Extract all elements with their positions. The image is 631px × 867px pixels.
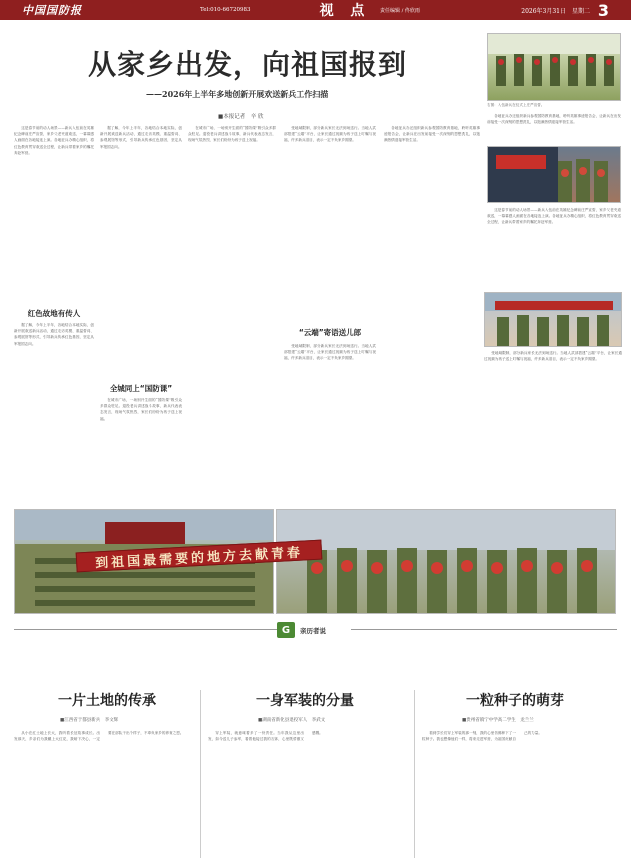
column-text: 这是春节前的动人场景——新兵入伍前在英雄纪念碑前庄严宣誓，家乡父老夹道欢送，一幕幕感人画面在各地接连上演。各地征兵办精心组织，将红色教育贯穿欢送全过程，让新兵带着家乡的嘱托奔赴军营。 bbox=[14, 126, 94, 155]
photo-send-off-ceremony bbox=[484, 292, 622, 347]
bottom-article-title-3: 一粒种子的萌芽 bbox=[466, 693, 564, 709]
bottom-article-title-2: 一身军装的分量 bbox=[256, 693, 354, 709]
bottom-article-byline-1: ■江西省于都县新兵 李文辉 bbox=[60, 718, 119, 723]
column-text: 在城市广场，一场别开生面的“国防课”吸引众多群众驻足。退役老兵讲述战斗故事，新兵代表表态发言，现场气氛热烈，家长们纷纷为孩子送上祝福。 bbox=[188, 126, 276, 143]
column-text: 在城市广场，一场别开生面的“国防课”吸引众多群众驻足。退役老兵讲述战斗故事，新兵代表表态发言，现场气氛热烈，家长们纷纷为孩子送上祝福。 bbox=[100, 398, 182, 421]
bottom-article-body-3 bbox=[422, 730, 618, 858]
column-text: 这是春节前的动人场景——新兵入伍前在英雄纪念碑前庄严宣誓，家乡父老夹道欢送，一幕幕感人画面在各地接连上演。各地征兵办精心组织，将红色教育贯穿欢送全过程，让新兵带着家乡的嘱托奔赴军营。 bbox=[487, 208, 621, 225]
page-headline: 从家乡出发，向祖国报到 bbox=[88, 48, 408, 81]
column-text: 据了解，今年上半年，各地结合本地实际，创新开展欢送新兵活动，通过走访英模、重温誓词、参观展馆等形式，引导新兵传承红色基因，坚定从军报国志向。 bbox=[14, 323, 94, 346]
article-column-5 bbox=[384, 125, 480, 502]
bottom-article-title-1: 一片土地的传承 bbox=[58, 693, 156, 709]
article-column-4b bbox=[284, 343, 376, 503]
photo-new-recruits bbox=[487, 146, 621, 203]
column-text: 据了解，今年上半年，各地结合本地实际，创新开展欢送新兵活动，通过走访英模、重温誓词、参观展馆等形式，引导新兵传承红色基因，坚定从军报国志向。 bbox=[100, 126, 182, 149]
corner-title-text: 亲历者说 bbox=[300, 626, 326, 635]
column-text: 各地征兵办还组织新兵参观国防教育基地，聆听英雄事迹报告会，让新兵在出发前接受一次深刻的思想洗礼，以饱满热情迎接军营生活。 bbox=[384, 126, 480, 143]
subheading-2: 全城同上“国防课” bbox=[109, 384, 173, 393]
masthead-date: 2026年3月31日 星期二 bbox=[521, 7, 590, 15]
subheading-3: “云端”寄语送儿郎 bbox=[298, 328, 362, 337]
article-column-2 bbox=[100, 125, 182, 310]
right-column-text-2 bbox=[487, 207, 621, 289]
red-banner: 到祖国最需要的地方去献青春 bbox=[76, 540, 323, 573]
right-column-text bbox=[487, 113, 621, 143]
column-text: 穿上军装，就意味着多了一份责任。当年我从这里出发，如今送儿子参军，看着他接过我的衣钵，心里既骄傲又感慨。 bbox=[208, 731, 323, 742]
section-name: 视 点 bbox=[319, 3, 371, 19]
subheading-1: 红色故地有传人 bbox=[27, 309, 81, 318]
photo-soldiers-parade bbox=[487, 33, 621, 101]
masthead-editors: 责任编辑 / 佟欣雨 bbox=[380, 7, 420, 14]
right-column-text-3 bbox=[484, 350, 622, 500]
photo-send-off-art bbox=[485, 293, 622, 347]
column-text: 受地域限制，部分新兵家长无法到场送行。当地人武部搭建“云端”平台，让家长通过视频为孩子送上叮嘱与祝福，许多新兵泪目，表示一定不负家乡期望。 bbox=[284, 126, 376, 143]
column-text: 各地征兵办还组织新兵参观国防教育基地，聆听英雄事迹报告会，让新兵在出发前接受一次深刻的思想洗礼，以饱满热情迎接军营生活。 bbox=[487, 114, 621, 125]
masthead bbox=[0, 0, 631, 20]
photo-recruits-lineup bbox=[276, 509, 616, 614]
column-rule bbox=[414, 690, 415, 858]
column-rule bbox=[200, 690, 201, 858]
photo-caption-1: 右图：入伍新兵在仪式上庄严宣誓。 bbox=[487, 103, 545, 107]
masthead-tel: Tel:010-66720983 bbox=[200, 7, 251, 13]
photo-soldiers-parade-art bbox=[488, 34, 621, 101]
newspaper-logo: 中国国防报 bbox=[22, 4, 82, 17]
article-column-3 bbox=[188, 125, 276, 502]
bottom-article-body-1 bbox=[14, 730, 194, 858]
photo-lineup-art bbox=[277, 510, 616, 614]
bottom-article-byline-3: ■贵州省镇宁中学高二学生 龙兰兰 bbox=[462, 718, 534, 723]
page-subheadline: ——2026年上半年多地创新开展欢送新兵工作扫描 bbox=[146, 89, 329, 99]
column-text: 受地域限制，部分新兵家长无法到场送行。当地人武部搭建“云端”平台，让家长通过视频为孩子送上叮嘱与祝福，许多新兵泪目，表示一定不负家乡期望。 bbox=[484, 351, 622, 362]
page-number: 3 bbox=[597, 0, 609, 20]
corner-title bbox=[277, 620, 351, 640]
column-text: 看到学长们穿上军装的那一刻，我的心里仿佛种下了一粒种子。我也想像他们一样，将来走进军营，为祖国贡献自己的力量。 bbox=[422, 731, 542, 742]
article-column-1 bbox=[14, 125, 94, 305]
corner-logo-icon: G bbox=[277, 622, 295, 638]
column-text: 从小在红土地上长大，我听着长征故事成长。出发那天，乡亲们为我戴上大红花，我暗下决心，一定要在部队干出个样子，不辜负家乡的养育之恩。 bbox=[14, 731, 184, 742]
bottom-article-byline-2: ■湖南省新化县退役军人 李武文 bbox=[258, 718, 326, 723]
column-text: 受地域限制，部分新兵家长无法到场送行。当地人武部搭建“云端”平台，让家长通过视频为孩子送上叮嘱与祝福，许多新兵泪目，表示一定不负家乡期望。 bbox=[284, 344, 376, 361]
article-column-1b bbox=[14, 322, 94, 502]
article-column-4 bbox=[284, 125, 376, 315]
article-byline: ■本报记者 辛 欣 bbox=[218, 114, 264, 120]
bottom-article-body-2 bbox=[208, 730, 408, 858]
article-column-2b bbox=[100, 397, 182, 502]
photo-new-recruits-art bbox=[488, 147, 621, 203]
